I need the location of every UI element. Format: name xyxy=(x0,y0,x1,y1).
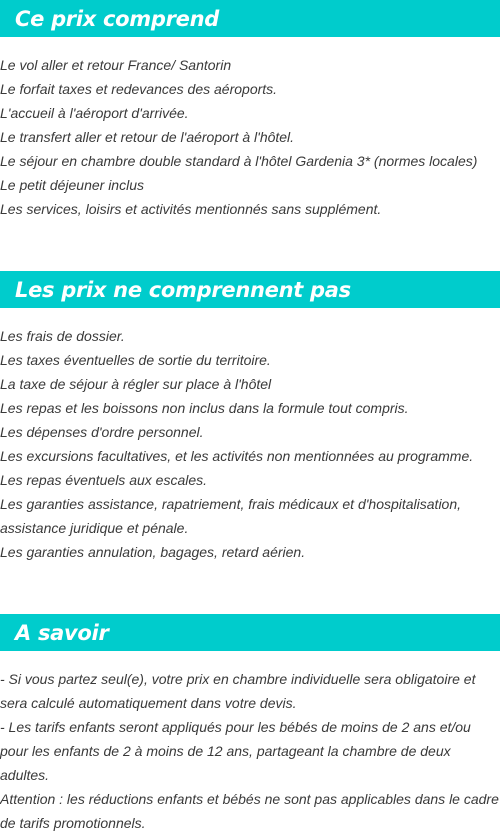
list-item: Le vol aller et retour France/ Santorin xyxy=(0,57,232,73)
not-included-list xyxy=(0,324,500,564)
section-good-to-know xyxy=(0,614,500,835)
info-paragraph: - Les tarifs enfants seront appliqués pour les bébés de moins de 2 ans et/ou pour les enfants de 2 à moins de 12 ans, partageant la chambre de deux adultes. xyxy=(0,719,471,783)
section-title: Les prix ne comprennent pas xyxy=(15,277,351,302)
list-item: Le séjour en chambre double standard à l'hôtel Gardenia 3* (normes locales) xyxy=(0,153,478,169)
section-header-good-to-know xyxy=(0,614,500,651)
section-not-included xyxy=(0,271,500,564)
list-item: Les taxes éventuelles de sortie du territoire. xyxy=(0,352,271,368)
info-paragraph: Attention : les réductions enfants et bébés ne sont pas applicables dans le cadre de tarifs promotionnels. xyxy=(0,791,499,831)
included-list xyxy=(0,53,500,221)
info-paragraph: - Si vous partez seul(e), votre prix en chambre individuelle sera obligatoire et sera calculé automatiquement dans votre devis. xyxy=(0,671,476,711)
list-item: Les garanties annulation, bagages, retard aérien. xyxy=(0,544,306,560)
list-item: Le petit déjeuner inclus xyxy=(0,177,144,193)
section-title: A savoir xyxy=(15,620,109,645)
list-item: Les services, loisirs et activités mentionnés sans supplément. xyxy=(0,201,382,217)
good-to-know-text xyxy=(0,667,500,835)
list-item: Le forfait taxes et redevances des aéroports. xyxy=(0,81,278,97)
section-title: Ce prix comprend xyxy=(15,6,219,31)
list-item: Les garanties assistance, rapatriement, frais médicaux et d'hospitalisation, assistance juridique et pénale. xyxy=(0,496,462,536)
list-item: Les excursions facultatives, et les activités non mentionnées au programme. xyxy=(0,448,474,464)
list-item: Les repas éventuels aux escales. xyxy=(0,472,208,488)
section-header-included xyxy=(0,0,500,37)
section-included xyxy=(0,0,500,221)
list-item: Les dépenses d'ordre personnel. xyxy=(0,424,204,440)
list-item: L'accueil à l'aéroport d'arrivée. xyxy=(0,105,189,121)
list-item: Le transfert aller et retour de l'aéroport à l'hôtel. xyxy=(0,129,295,145)
list-item: Les frais de dossier. xyxy=(0,328,125,344)
list-item: Les repas et les boissons non inclus dans la formule tout compris. xyxy=(0,400,409,416)
section-header-not-included xyxy=(0,271,500,308)
list-item: La taxe de séjour à régler sur place à l'hôtel xyxy=(0,376,272,392)
